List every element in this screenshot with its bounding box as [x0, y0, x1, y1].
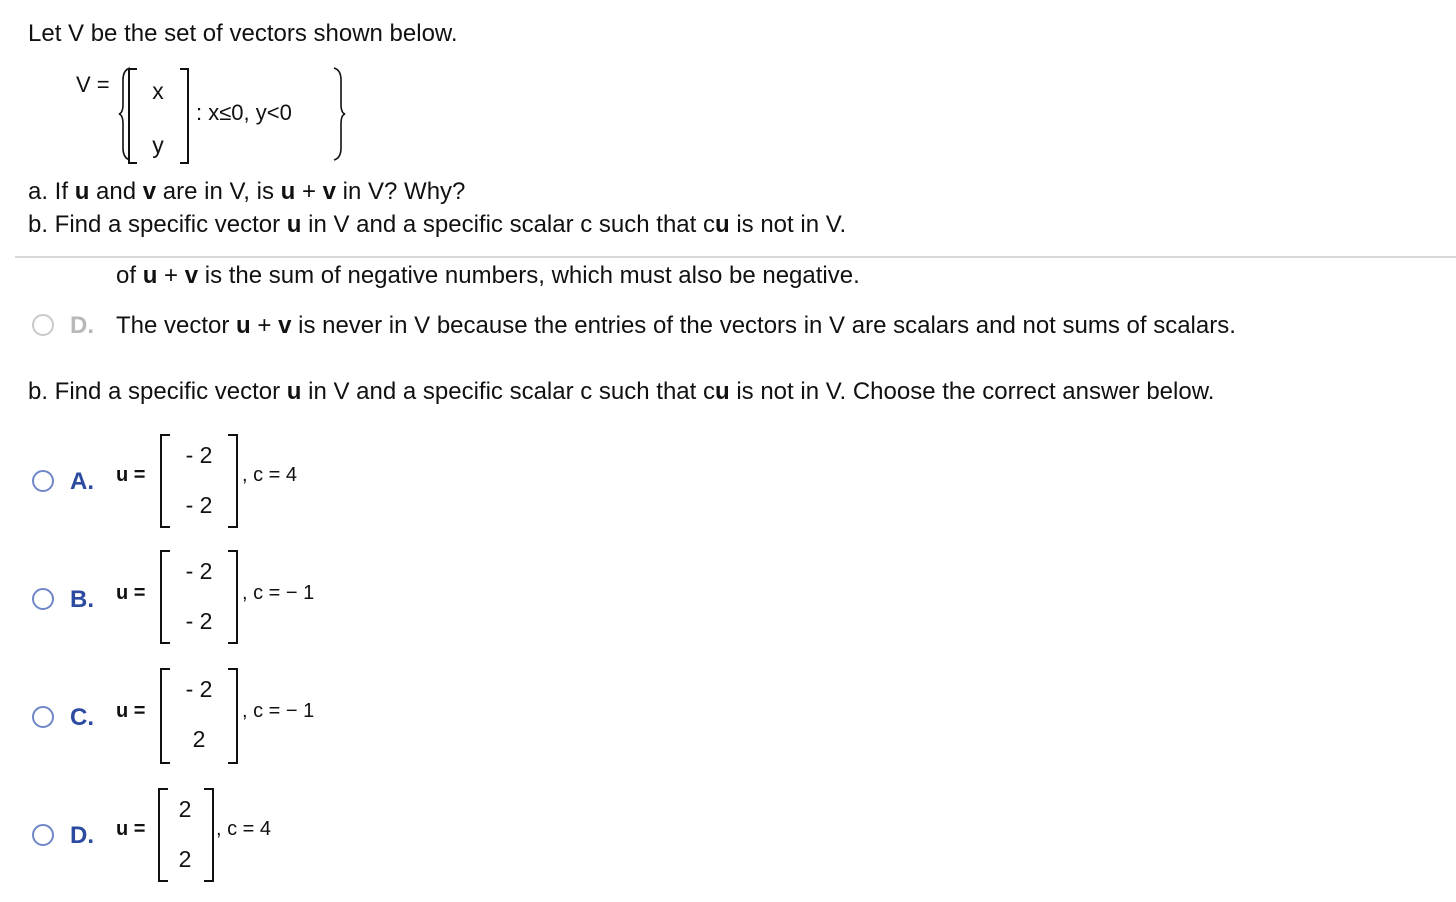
matrix-left-bracket	[160, 668, 170, 764]
right-brace-icon	[332, 66, 346, 162]
matrix-entry-bottom: - 2	[185, 492, 213, 518]
matrix-entry-bottom: 2	[192, 726, 206, 752]
matrix-right-bracket	[204, 788, 214, 882]
intro-text: Let V be the set of vectors shown below.	[28, 20, 458, 47]
option-letter: D.	[70, 822, 94, 849]
set-lhs: V =	[76, 72, 110, 97]
option-a-d-text: The vector u + v is never in V because the entries of the vectors in V are scalars and not sums of scalars.	[116, 312, 1236, 339]
matrix-entry-top: 2	[178, 796, 192, 822]
matrix-right-bracket	[228, 434, 238, 528]
question-b: b. Find a specific vector u in V and a specific scalar c such that cu is not in V.	[28, 211, 847, 238]
matrix-right-bracket	[228, 668, 238, 764]
scalar-c: , c = 4	[242, 464, 298, 486]
set-condition: : x≤0, y<0	[196, 100, 292, 125]
scalar-c: , c = 4	[216, 818, 272, 840]
set-entry-top: x	[152, 78, 164, 104]
u-label: u =	[116, 818, 146, 840]
u-label: u =	[116, 464, 146, 486]
matrix-left-bracket	[160, 434, 170, 528]
matrix-right-bracket	[228, 550, 238, 644]
matrix-entry-top: - 2	[185, 442, 213, 468]
set-entry-bottom: y	[152, 132, 164, 158]
part-b-prompt: b. Find a specific vector u in V and a specific scalar c such that cu is not in V. Choose the correct answer below.	[28, 378, 1215, 405]
option-letter: B.	[70, 586, 94, 613]
part-a-answer-fragment: of u + v is the sum of negative numbers, which must also be negative.	[116, 262, 860, 289]
matrix-entry-top: - 2	[185, 676, 213, 702]
option-letter: C.	[70, 704, 94, 731]
matrix-right-bracket	[180, 68, 189, 164]
section-divider	[15, 256, 1456, 258]
radio-button-b-c[interactable]	[32, 706, 54, 728]
question-a: a. If u and v are in V, is u + v in V? Why?	[28, 178, 466, 205]
matrix-entry-bottom: 2	[178, 846, 192, 872]
scalar-c: , c = − 1	[242, 700, 315, 722]
matrix-entry-bottom: - 2	[185, 608, 213, 634]
matrix-left-bracket	[160, 550, 170, 644]
option-letter: A.	[70, 468, 94, 495]
option-letter: D.	[70, 312, 94, 339]
radio-button-b-a[interactable]	[32, 470, 54, 492]
u-label: u =	[116, 700, 146, 722]
radio-button-b-d[interactable]	[32, 824, 54, 846]
radio-button-a-d[interactable]	[32, 314, 54, 336]
matrix-left-bracket	[128, 68, 137, 164]
radio-button-b-b[interactable]	[32, 588, 54, 610]
matrix-entry-top: - 2	[185, 558, 213, 584]
scalar-c: , c = − 1	[242, 582, 315, 604]
u-label: u =	[116, 582, 146, 604]
